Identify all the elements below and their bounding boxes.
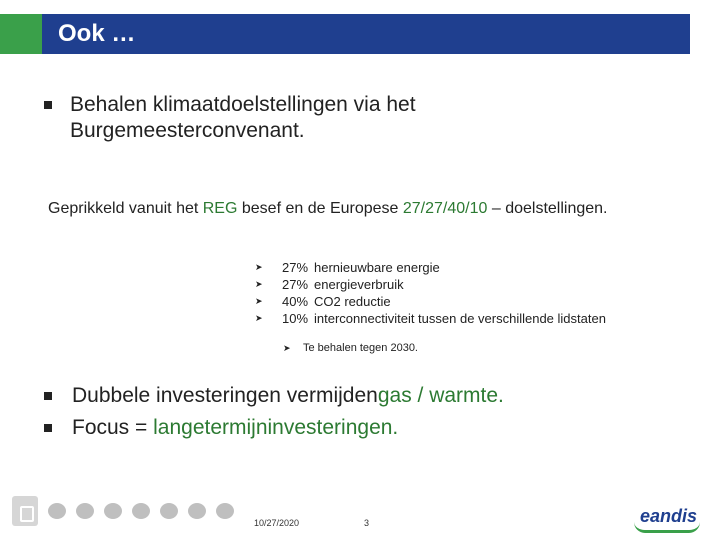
sub-heading-reg: REG <box>202 200 238 217</box>
certification-logo-icon <box>188 503 206 519</box>
arrow-bullet-icon: ➤ <box>255 296 263 306</box>
bullet-climate-goals: Behalen klimaatdoelstellingen via het Burgemeesterconvenant. <box>70 93 416 142</box>
bullet-highlight: gas / warmte. <box>377 384 504 407</box>
deadline-text: Te behalen tegen 2030. <box>303 342 418 354</box>
arrow-bullet-icon: ➤ <box>255 279 263 289</box>
deadline-note <box>283 342 418 354</box>
target-percentage: 40% <box>282 294 309 309</box>
target-percentage: 27% <box>282 260 309 275</box>
bullet-square-icon <box>44 424 52 432</box>
target-percentage: 27% <box>282 277 309 292</box>
logo-swoosh <box>634 522 700 533</box>
target-item <box>255 293 606 310</box>
title-bar <box>0 14 690 54</box>
logo-text: eandis <box>640 506 698 526</box>
certification-logo-icon <box>132 503 150 519</box>
bullet-avoid-double-investments <box>44 380 504 412</box>
targets-list <box>255 259 606 327</box>
bullet-long-term-focus <box>44 412 504 444</box>
bullet-text: Dubbele investeringen vermijden <box>72 384 378 407</box>
main-bullets <box>44 380 504 444</box>
target-description: hernieuwbare energie <box>314 260 440 275</box>
target-item <box>255 276 606 293</box>
footer-date: 10/27/2020 <box>254 518 300 528</box>
page-number: 3 <box>364 518 370 528</box>
bullet-highlight: langetermijninvesteringen. <box>153 416 399 439</box>
sub-heading-part2: besef en de Europese <box>237 200 403 217</box>
certification-logo-icon <box>160 503 178 519</box>
arrow-bullet-icon: ➤ <box>255 262 263 272</box>
target-item <box>255 259 606 276</box>
slide-title: Ook … <box>58 20 136 47</box>
bullet-square-icon <box>44 392 52 400</box>
certification-logo-icon <box>76 503 94 519</box>
sub-heading <box>48 200 608 218</box>
target-description: interconnectiviteit tussen de verschillende lidstaten <box>314 311 606 326</box>
sub-heading-target: 27/27/40/10 <box>402 200 488 217</box>
sub-heading-part1: Geprikkeld vanuit het <box>48 200 203 217</box>
title-accent <box>0 14 42 54</box>
bullet-text: Focus = <box>72 416 154 439</box>
lock-icon <box>12 496 38 526</box>
target-percentage: 10% <box>282 311 309 326</box>
arrow-bullet-icon: ➤ <box>283 342 291 353</box>
target-item <box>255 310 606 327</box>
footer-certification-logos <box>12 496 234 526</box>
certification-logo-icon <box>104 503 122 519</box>
certification-logo-icon <box>216 503 234 519</box>
target-description: CO2 reductie <box>314 294 391 309</box>
target-description: energieverbruik <box>314 277 404 292</box>
arrow-bullet-icon: ➤ <box>255 313 263 323</box>
sub-heading-part3: – doelstellingen. <box>487 200 608 217</box>
eandis-logo <box>634 500 700 532</box>
bullet-square-icon <box>44 101 52 109</box>
certification-logo-icon <box>48 503 66 519</box>
